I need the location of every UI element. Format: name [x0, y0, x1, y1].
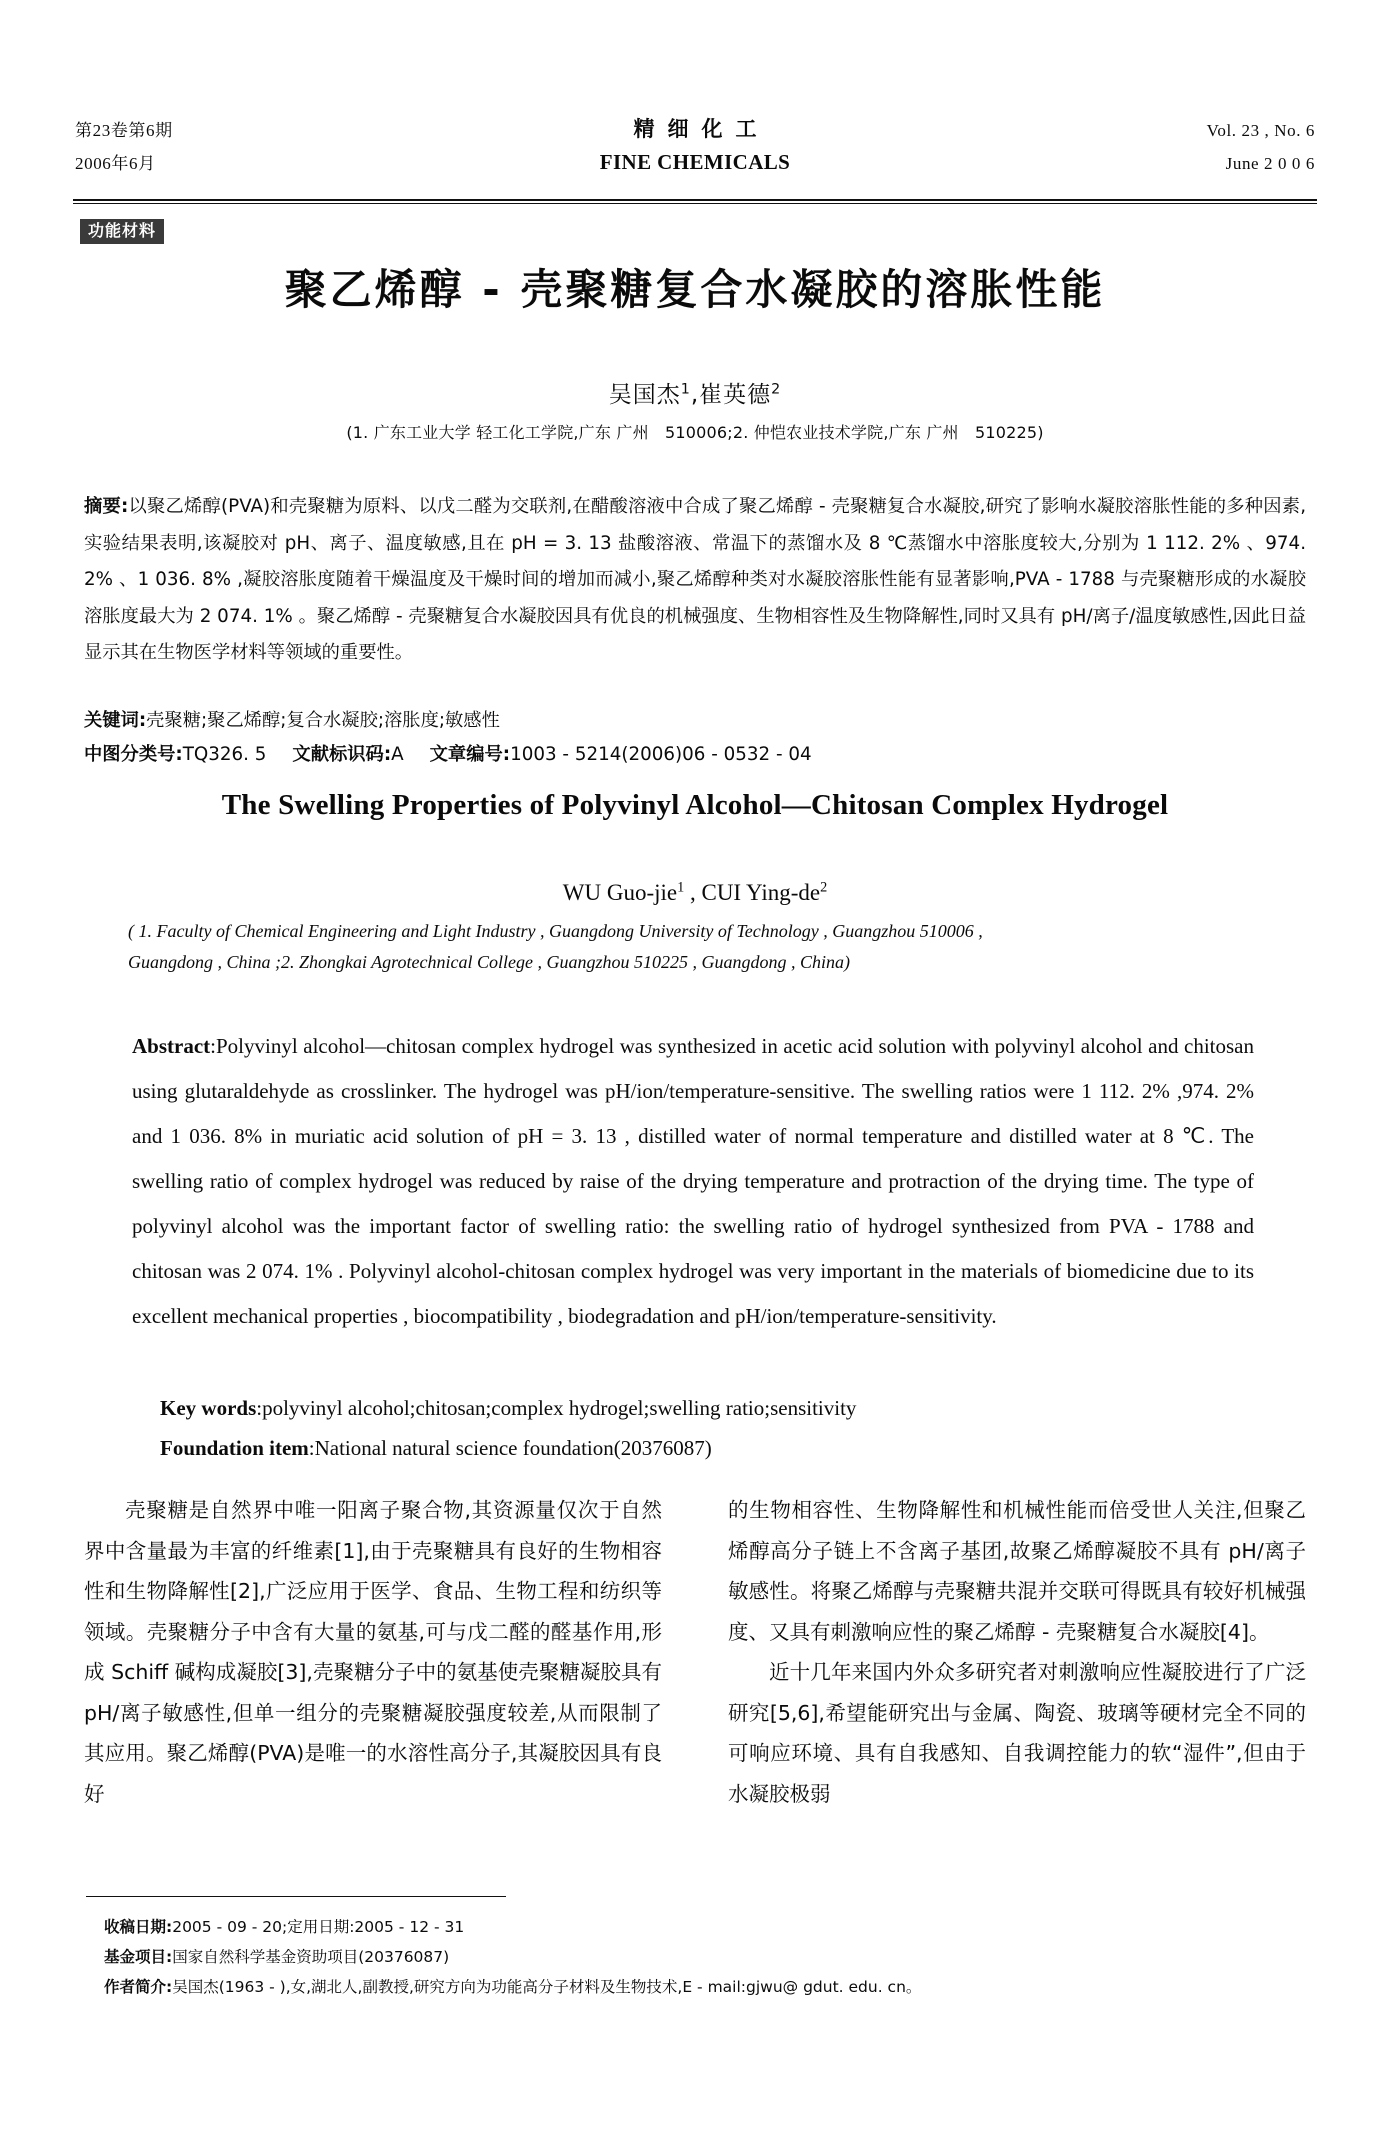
article-id-label: 文章编号:	[429, 744, 511, 765]
abstract-body-cn: 以聚乙烯醇(PVA)和壳聚糖为原料、以戊二醛为交联剂,在醋酸溶液中合成了聚乙烯醇 - 壳聚糖复合水凝胶,研究了影响水凝胶溶胀性能的多种因素,实验结果表明,该凝胶对 pH、离子、温度敏感,且在 pH = 3. 13 盐酸溶液、常温下的蒸馏水及 8 ℃蒸馏水中溶胀度较大,分别为 1 112. 2% 、974. 2% 、1 036. 8% ,凝胶溶胀度随着干燥温度及干燥时间的增加而减小,聚乙烯醇种类对水凝胶溶胀性能有显著影响,PVA - 1788 与壳聚糖形成的水凝胶溶胀度最大为 2 074. 1% 。聚乙烯醇 - 壳聚糖复合水凝胶因具有优良的机械强度、生物相容性及生物降解性,同时又具有 pH/离子/温度敏感性,因此日益显示其在生物医学材料等领域的重要性。	[84, 496, 1307, 663]
author-1-cn: 吴国杰	[608, 382, 681, 408]
keywords-label-cn: 关键词:	[84, 710, 147, 731]
journal-title-en: FINE CHEMICALS	[599, 150, 791, 175]
classification-line-cn	[84, 738, 1306, 772]
article-title-cn: 聚乙烯醇 - 壳聚糖复合水凝胶的溶胀性能	[284, 265, 1106, 314]
body-paragraph: 壳聚糖是自然界中唯一阳离子聚合物,其资源量仅次于自然界中含量最为丰富的纤维素[1],由于壳聚糖具有良好的生物相容性和生物降解性[2],广泛应用于医学、食品、生物工程和纺织等领域。壳聚糖分子中含有大量的氨基,可与戊二醛的醛基作用,形成 Schiff 碱构成凝胶[3],壳聚糖分子中的氨基使壳聚糖凝胶具有 pH/离子敏感性,但单一组分的壳聚糖凝胶强度较差,从而限制了其应用。聚乙烯醇(PVA)是唯一的水溶性高分子,其凝胶因具有良好	[84, 1498, 662, 1806]
foundation-item-en	[160, 1428, 1260, 1468]
article-id-value: 1003 - 5214(2006)06 - 0532 - 04	[510, 744, 812, 765]
author-2-affil-marker: 2	[771, 381, 782, 398]
affiliations-en	[128, 916, 1258, 978]
footnote-received	[104, 1912, 1304, 1942]
author-2-affil-marker-en: 2	[820, 879, 828, 896]
author-2-cn: ,崔英德	[690, 382, 772, 408]
body-paragraph: 的生物相容性、生物降解性和机械性能而倍受世人关注,但聚乙烯醇高分子链上不含离子基团,故聚乙烯醇凝胶不具有 pH/离子敏感性。将聚乙烯醇与壳聚糖共混并交联可得既具有较好机械强度、又具有刺激响应性的聚乙烯醇 - 壳聚糖复合水凝胶[4]。	[728, 1498, 1306, 1644]
author-1-en: WU Guo-jie	[562, 880, 678, 905]
running-head	[75, 118, 1315, 188]
authors-cn	[0, 376, 1390, 409]
running-head-row-1	[75, 118, 1315, 140]
received-value: 2005 - 09 - 20;定用日期:2005 - 12 - 31	[172, 1918, 465, 1936]
affiliations-cn: (1. 广东工业大学 轻工化工学院,广东 广州 510006;2. 仲恺农业技术学院,广东 广州 510225)	[346, 423, 1044, 442]
keywords-body-en: :polyvinyl alcohol;chitosan;complex hydrogel;swelling ratio;sensitivity	[256, 1396, 857, 1420]
bio-label: 作者简介:	[104, 1978, 173, 1996]
issue-date-en: June 2 0 0 6	[1225, 154, 1315, 174]
body-column-right	[728, 1490, 1306, 1814]
footnote-bio	[104, 1972, 1304, 2002]
fund-value: 国家自然科学基金资助项目(20376087)	[172, 1948, 450, 1966]
clc-label: 中图分类号:	[84, 744, 183, 765]
author-1-affil-marker-en: 1	[677, 879, 685, 896]
abstract-body-en: :Polyvinyl alcohol—chitosan complex hydrogel was synthesized in acetic acid solution with polyvinyl alcohol and chitosan using glutaraldehyde as crosslinker. The hydrogel was pH/ion/temperature-sensitive. The swelling ratios were 1 112. 2% ,974. 2% and 1 036. 8% in muriatic acid solution of pH = 3. 13 , distilled water of normal temperature and distilled water at 8 ℃. The swelling ratio of complex hydrogel was reduced by raise of the drying temperature and protraction of the drying time. The type of polyvinyl alcohol was the important factor of swelling ratio: the swelling ratio of hydrogel synthesized from PVA - 1788 and chitosan was 2 074. 1% . Polyvinyl alcohol-chitosan complex hydrogel was very important in the materials of biomedicine due to its excellent mechanical properties , biocompatibility , biodegradation and pH/ion/temperature-sensitivity.	[132, 1034, 1254, 1328]
abstract-en	[132, 1024, 1254, 1339]
body-column-left	[84, 1490, 662, 1814]
foundation-body: :National natural science foundation(20376087)	[308, 1436, 712, 1460]
body-columns	[84, 1490, 1306, 1814]
journal-title-cn: 精细化工	[633, 117, 770, 141]
footnote-divider	[86, 1896, 506, 1897]
abstract-label-cn: 摘要:	[84, 496, 129, 517]
fund-label: 基金项目:	[104, 1948, 173, 1966]
volume-issue-cn: 第23卷第6期	[75, 121, 173, 140]
affiliation-line-1-en: ( 1. Faculty of Chemical Engineering and Light Industry , Guangdong University of Technology , Guangzhou 510006 ,	[128, 921, 983, 941]
footnote-block	[104, 1912, 1304, 2002]
running-head-row-2	[75, 151, 1315, 173]
header-divider	[73, 199, 1317, 204]
author-1-affil-marker: 1	[680, 381, 691, 398]
doccode-value: A	[391, 744, 404, 765]
keywords-en	[160, 1388, 1260, 1428]
volume-issue-en: Vol. 23 , No. 6	[1206, 121, 1315, 140]
keywords-label-en: Key words	[160, 1396, 257, 1420]
affiliation-line-2-en: Guangdong , China ;2. Zhongkai Agrotechnical College , Guangzhou 510225 , Guangdong , China)	[128, 952, 850, 972]
article-title-en: The Swelling Properties of Polyvinyl Alcohol—Chitosan Complex Hydrogel	[221, 789, 1169, 821]
bio-value: 吴国杰(1963 - ),女,湖北人,副教授,研究方向为功能高分子材料及生物技术,E - mail:gjwu@ gdut. edu. cn。	[172, 1978, 922, 1996]
section-badge: 功能材料	[80, 219, 164, 244]
doccode-label: 文献标识码:	[292, 744, 392, 765]
authors-en	[0, 880, 1390, 906]
author-2-en: , CUI Ying-de	[684, 880, 821, 905]
issue-date-cn: 2006年6月	[75, 154, 156, 174]
received-label: 收稿日期:	[104, 1918, 173, 1936]
clc-value: TQ326. 5	[182, 744, 267, 765]
foundation-label: Foundation item	[160, 1436, 309, 1460]
body-paragraph: 近十几年来国内外众多研究者对刺激响应性凝胶进行了广泛研究[5,6],希望能研究出与金属、陶瓷、玻璃等硬材完全不同的可响应环境、具有自我感知、自我调控能力的软“湿件”,但由于水凝胶极弱	[728, 1660, 1306, 1806]
keywords-body-cn: 壳聚糖;聚乙烯醇;复合水凝胶;溶胀度;敏感性	[146, 710, 500, 731]
footnote-fund	[104, 1942, 1304, 1972]
abstract-label-en: Abstract	[132, 1034, 211, 1058]
abstract-cn	[84, 489, 1306, 672]
keywords-cn	[84, 704, 1306, 738]
